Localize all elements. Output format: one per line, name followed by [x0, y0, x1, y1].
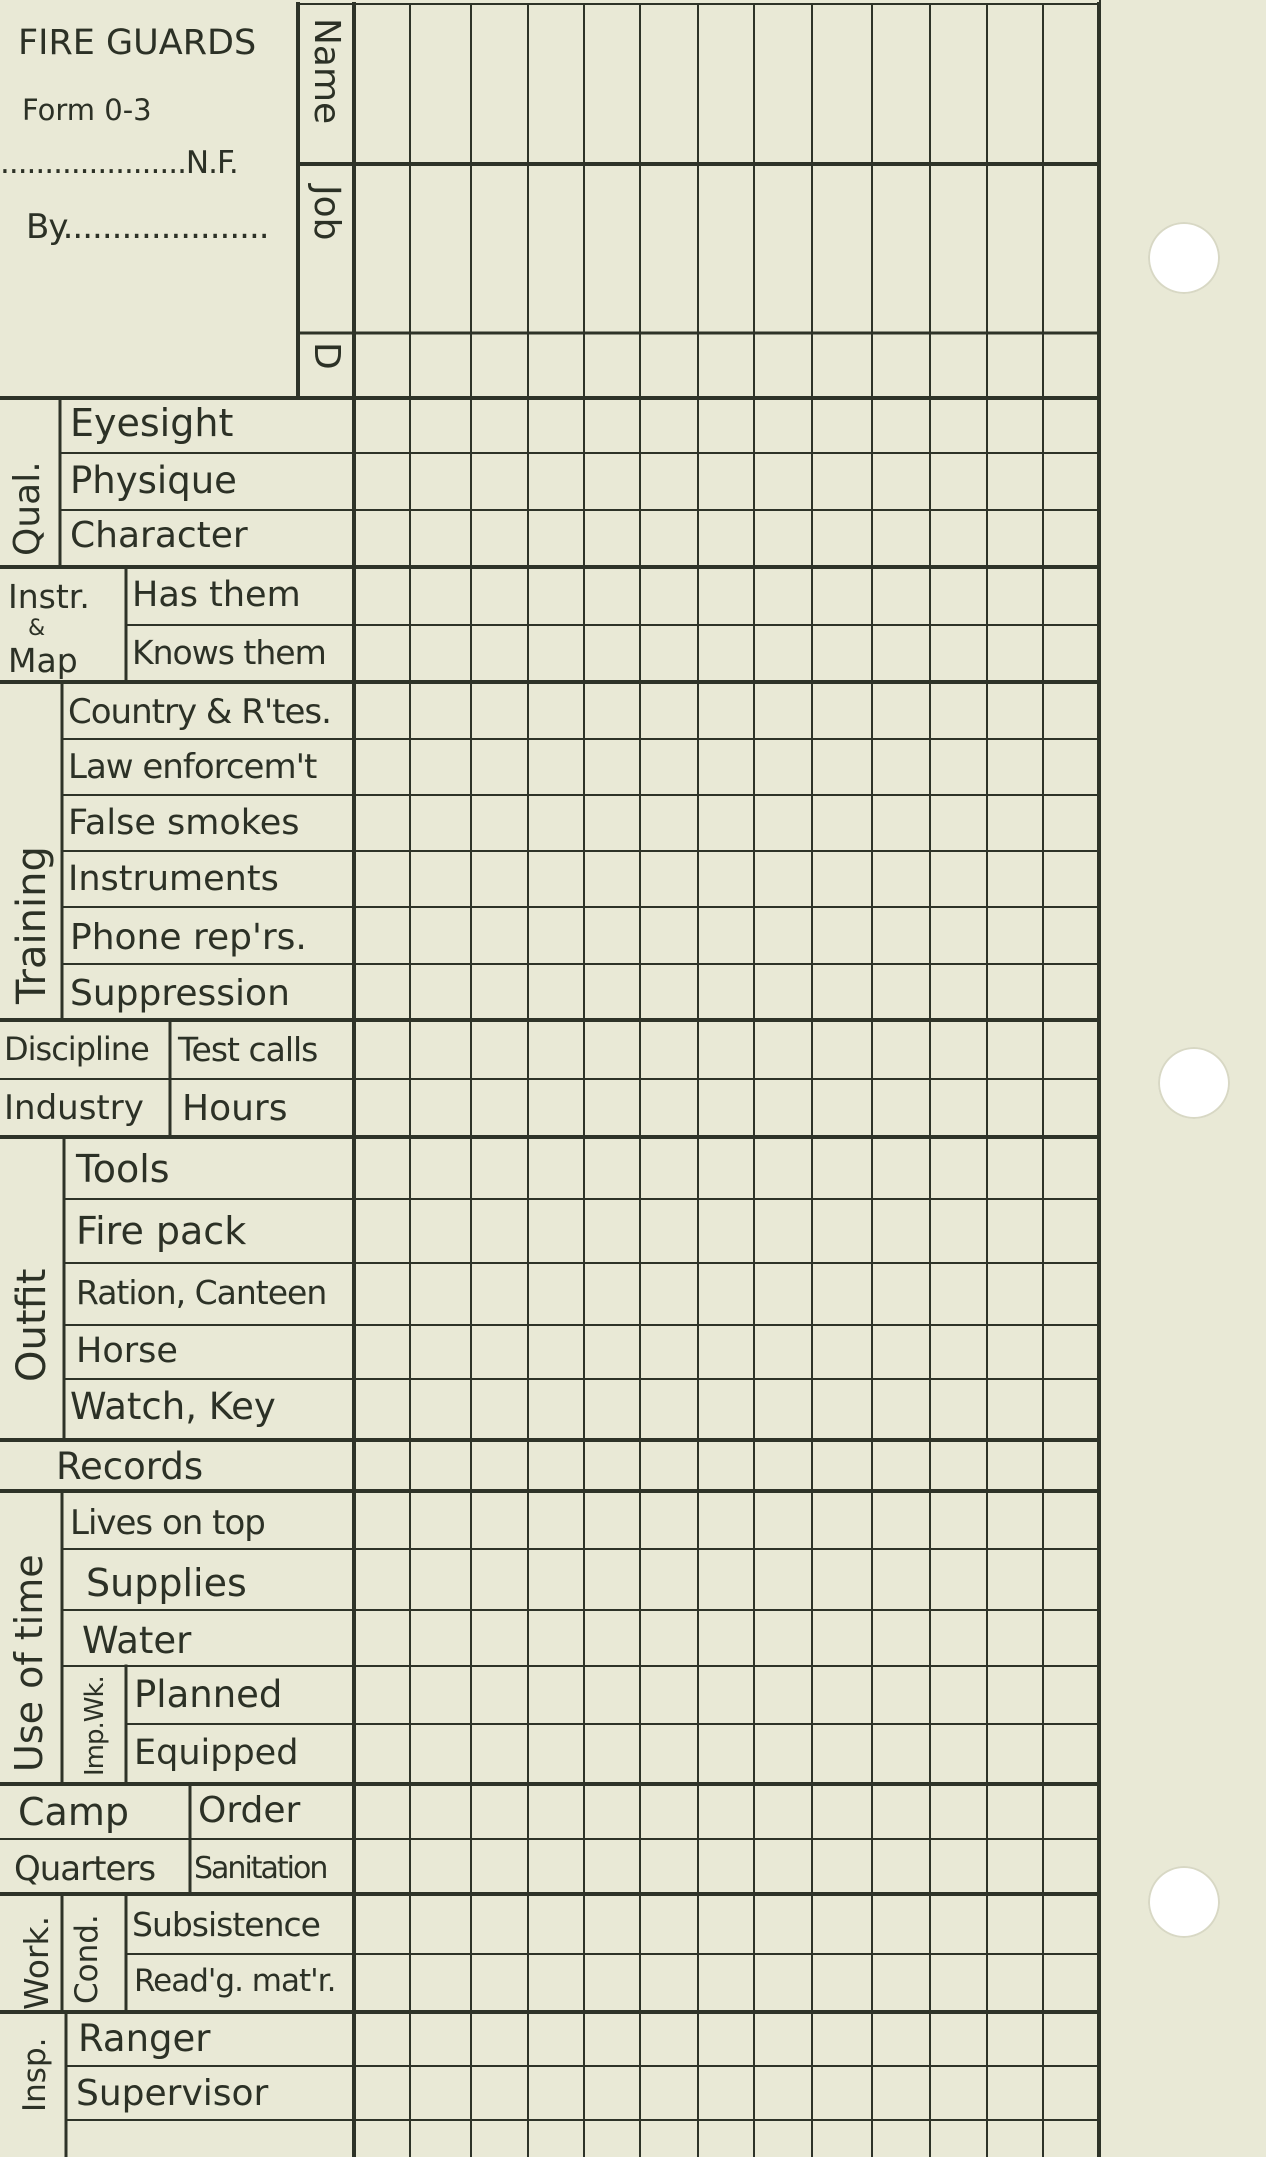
punch-hole-top	[1148, 222, 1220, 294]
row-tools: Tools	[76, 1147, 170, 1191]
row-country-routes: Country & R'tes.	[68, 692, 331, 732]
group-cond: Cond.	[69, 1914, 105, 2004]
group-camp: Camp	[18, 1790, 129, 1834]
punch-hole-middle	[1158, 1047, 1230, 1119]
group-instr-map-line1: Instr.	[8, 577, 90, 616]
group-instr-map-line3: Map	[8, 641, 78, 680]
row-subsistence: Subsistence	[132, 1905, 320, 1944]
row-records: Records	[56, 1445, 204, 1488]
group-use-of-time: Use of time	[7, 1554, 51, 1772]
row-hours: Hours	[182, 1088, 288, 1129]
column-header-d: D	[306, 342, 347, 370]
row-fire-pack: Fire pack	[76, 1209, 247, 1253]
row-eyesight: Eyesight	[70, 401, 234, 445]
row-test-calls: Test calls	[178, 1030, 318, 1069]
row-reading-matter: Read'g. mat'r.	[134, 1963, 336, 1999]
group-training: Training	[9, 846, 55, 1004]
row-instruments: Instruments	[68, 859, 279, 899]
form-title: FIRE GUARDS	[18, 23, 257, 63]
row-supervisor: Supervisor	[76, 2073, 269, 2114]
group-quarters: Quarters	[14, 1849, 156, 1889]
form-number: Form 0-3	[22, 93, 152, 127]
row-lives-on-top: Lives on top	[70, 1503, 265, 1543]
row-ration-canteen: Ration, Canteen	[76, 1273, 327, 1312]
column-header-job: Job	[306, 185, 347, 241]
group-qual: Qual.	[7, 461, 48, 556]
group-industry: Industry	[4, 1088, 144, 1128]
by-field[interactable]: By.....................	[26, 207, 269, 247]
row-has-them: Has them	[132, 575, 301, 615]
punch-hole-bottom	[1148, 1866, 1220, 1938]
row-supplies: Supplies	[86, 1561, 247, 1605]
group-discipline: Discipline	[4, 1030, 149, 1068]
row-suppression: Suppression	[70, 973, 290, 1014]
group-outfit: Outfit	[9, 1268, 55, 1382]
row-planned: Planned	[134, 1673, 283, 1716]
row-sanitation: Sanitation	[194, 1851, 327, 1886]
nf-field[interactable]: .....................N.F.	[0, 145, 238, 181]
row-phone-repairs: Phone rep'rs.	[70, 917, 307, 958]
row-knows-them: Knows them	[132, 633, 326, 672]
row-water: Water	[82, 1619, 192, 1662]
row-law-enforcement: Law enforcem't	[68, 747, 317, 787]
column-header-name: Name	[306, 18, 347, 125]
row-physique: Physique	[70, 459, 237, 502]
group-work: Work.	[17, 1915, 56, 2010]
row-false-smokes: False smokes	[68, 803, 300, 843]
row-character: Character	[70, 515, 248, 556]
row-ranger: Ranger	[78, 2017, 211, 2060]
row-watch-key: Watch, Key	[70, 1385, 276, 1428]
row-order: Order	[198, 1790, 301, 1831]
row-horse: Horse	[76, 1331, 178, 1371]
row-equipped: Equipped	[134, 1733, 299, 1773]
group-imp-wk: Imp.Wk.	[80, 1676, 110, 1776]
group-instr-map-line2: &	[28, 616, 46, 641]
group-insp: Insp.	[17, 2037, 53, 2112]
